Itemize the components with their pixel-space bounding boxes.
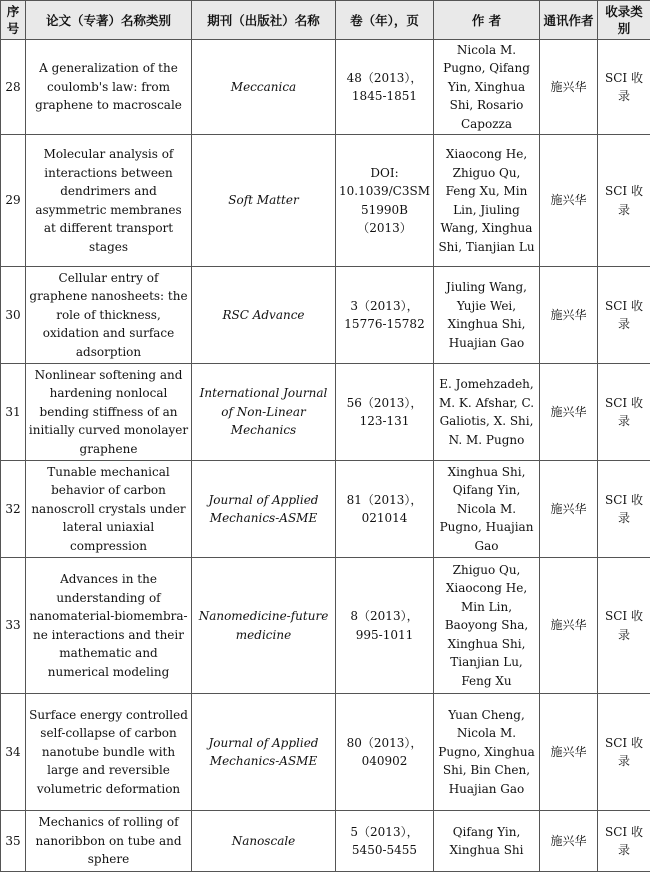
cell-title: Nonlinear softening and hardening nonlocal bending stiffness of an initially curved monolayer graphene [26, 364, 192, 461]
cell-corresponding: 施兴华 [540, 558, 598, 694]
cell-volume: 8（2013），995-1011 [336, 558, 434, 694]
cell-title: Advances in the understanding of nanomaterial-biomembra-ne interactions and their mathematic and numerical modeling [26, 558, 192, 694]
cell-corresponding: 施兴华 [540, 40, 598, 135]
cell-authors: Xiaocong He, Zhiguo Qu, Feng Xu, Min Lin, Jiuling Wang, Xinghua Shi, Tianjian Lu [434, 135, 540, 267]
cell-authors: Nicola M. Pugno, Qifang Yin, Xinghua Shi, Rosario Capozza [434, 40, 540, 135]
cell-indexing: SCI 收录 [598, 267, 650, 364]
table-row [1, 694, 650, 811]
table-row [1, 558, 650, 694]
cell-volume: 48（2013），1845-1851 [336, 40, 434, 135]
cell-title: A generalization of the coulomb's law: from graphene to macroscale [26, 40, 192, 135]
cell-title: Cellular entry of graphene nanosheets: the role of thickness, oxidation and surface adsorption [26, 267, 192, 364]
table-row [1, 267, 650, 364]
cell-title: Tunable mechanical behavior of carbon nanoscroll crystals under lateral uniaxial compression [26, 461, 192, 558]
cell-index: 35 [1, 811, 26, 872]
cell-corresponding: 施兴华 [540, 811, 598, 872]
cell-authors: Zhiguo Qu, Xiaocong He, Min Lin, Baoyong Sha, Xinghua Shi, Tianjian Lu, Feng Xu [434, 558, 540, 694]
cell-index: 30 [1, 267, 26, 364]
cell-indexing: SCI 收录 [598, 40, 650, 135]
cell-journal: RSC Advance [192, 267, 336, 364]
cell-journal: Soft Matter [192, 135, 336, 267]
cell-index: 31 [1, 364, 26, 461]
cell-corresponding: 施兴华 [540, 694, 598, 811]
header-indexing: 收录类别 [598, 1, 650, 40]
cell-index: 34 [1, 694, 26, 811]
cell-indexing: SCI 收录 [598, 811, 650, 872]
header-title: 论文（专著）名称类别 [26, 1, 192, 40]
header-volume: 卷（年），页 [336, 1, 434, 40]
table-row [1, 135, 650, 267]
cell-index: 33 [1, 558, 26, 694]
header-journal: 期刊（出版社）名称 [192, 1, 336, 40]
cell-title: Molecular analysis of interactions between dendrimers and asymmetric membranes at different transport stages [26, 135, 192, 267]
cell-journal: Journal of Applied Mechanics-ASME [192, 461, 336, 558]
cell-volume: 80（2013），040902 [336, 694, 434, 811]
cell-corresponding: 施兴华 [540, 364, 598, 461]
cell-indexing: SCI 收录 [598, 461, 650, 558]
cell-volume: 5（2013），5450-5455 [336, 811, 434, 872]
header-authors: 作 者 [434, 1, 540, 40]
cell-corresponding: 施兴华 [540, 461, 598, 558]
cell-volume: 56（2013），123-131 [336, 364, 434, 461]
table-row [1, 811, 650, 872]
cell-volume: 81（2013），021014 [336, 461, 434, 558]
cell-authors: Jiuling Wang, Yujie Wei, Xinghua Shi, Huajian Gao [434, 267, 540, 364]
cell-indexing: SCI 收录 [598, 135, 650, 267]
cell-authors: Qifang Yin, Xinghua Shi [434, 811, 540, 872]
cell-journal: Meccanica [192, 40, 336, 135]
table-row [1, 40, 650, 135]
cell-index: 32 [1, 461, 26, 558]
cell-index: 28 [1, 40, 26, 135]
header-corresponding: 通讯作者 [540, 1, 598, 40]
cell-title: Mechanics of rolling of nanoribbon on tube and sphere [26, 811, 192, 872]
table-header-row [1, 1, 650, 40]
cell-corresponding: 施兴华 [540, 267, 598, 364]
cell-volume: 3（2013），15776-15782 [336, 267, 434, 364]
cell-title: Surface energy controlled self-collapse of carbon nanotube bundle with large and reversible volumetric deformation [26, 694, 192, 811]
cell-corresponding: 施兴华 [540, 135, 598, 267]
cell-authors: Yuan Cheng, Nicola M. Pugno, Xinghua Shi, Bin Chen, Huajian Gao [434, 694, 540, 811]
header-index: 序号 [1, 1, 26, 40]
cell-indexing: SCI 收录 [598, 558, 650, 694]
cell-indexing: SCI 收录 [598, 694, 650, 811]
cell-index: 29 [1, 135, 26, 267]
cell-indexing: SCI 收录 [598, 364, 650, 461]
cell-authors: Xinghua Shi, Qifang Yin, Nicola M. Pugno, Huajian Gao [434, 461, 540, 558]
cell-journal: Nanomedicine-future medicine [192, 558, 336, 694]
cell-journal: Journal of Applied Mechanics-ASME [192, 694, 336, 811]
table-row [1, 364, 650, 461]
cell-journal: Nanoscale [192, 811, 336, 872]
cell-authors: E. Jomehzadeh, M. K. Afshar, C. Galiotis, X. Shi, N. M. Pugno [434, 364, 540, 461]
cell-volume: DOI: 10.1039/C3SM51990B （2013） [336, 135, 434, 267]
table-row [1, 461, 650, 558]
cell-journal: International Journal of Non-Linear Mechanics [192, 364, 336, 461]
